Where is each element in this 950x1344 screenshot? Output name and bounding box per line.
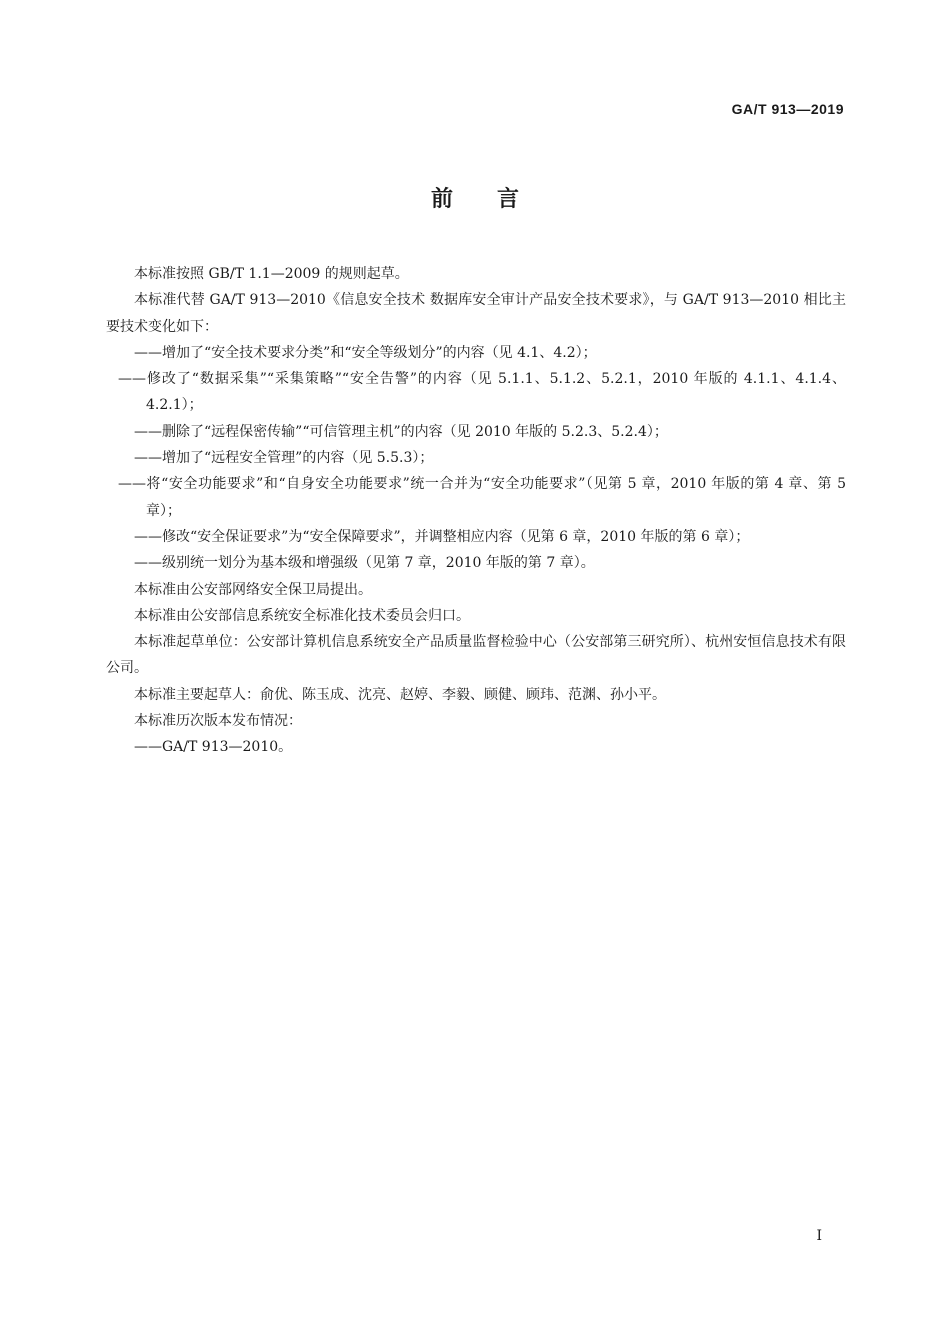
paragraph-proposer: 本标准由公安部网络安全保卫局提出。 <box>134 581 372 598</box>
paragraph-drafting-units: 本标准起草单位：公安部计算机信息系统安全产品质量监督检验中心（公安部第三研究所）、杭州安恒信息技术有限公司。 <box>106 634 846 677</box>
paragraph-centralized: 本标准由公安部信息系统安全标准化技术委员会归口。 <box>134 607 470 624</box>
change-item: ——删除了“远程保密传输”“可信管理主机”的内容（见 2010 年版的 5.2.3、5.2.4）； <box>134 423 668 440</box>
change-item: ——增加了“远程安全管理”的内容（见 5.5.3）； <box>134 450 434 467</box>
history-item: ——GA/T 913—2010。 <box>134 739 293 756</box>
paragraph-replaces: 本标准代替 GA/T 913—2010《信息安全技术 数据库安全审计产品安全技术要求》，与 GA/T 913—2010 相比主要技术变化如下： <box>106 292 846 335</box>
page-number: I <box>816 1228 822 1244</box>
paragraph-drafting-rules: 本标准按照 GB/T 1.1—2009 的规则起草。 <box>134 266 409 282</box>
paragraph-drafters: 本标准主要起草人：俞优、陈玉成、沈亮、赵婷、李毅、顾健、顾玮、范渊、孙小平。 <box>134 686 666 703</box>
paragraph-history: 本标准历次版本发布情况： <box>134 713 302 730</box>
foreword-body <box>106 261 846 761</box>
change-item: ——将“安全功能要求”和“自身安全功能要求”统一合并为“安全功能要求”（见第 5 章，2010 年版的第 4 章、第 5 章）； <box>118 476 846 519</box>
change-item: ——增加了“安全技术要求分类”和“安全等级划分”的内容（见 4.1、4.2）； <box>134 344 597 361</box>
change-item: ——修改了“数据采集”“采集策略”“安全告警”的内容（见 5.1.1、5.1.2、5.2.1，2010 年版的 4.1.1、4.1.4、4.2.1）； <box>118 371 846 414</box>
change-item: ——修改“安全保证要求”为“安全保障要求”，并调整相应内容（见第 6 章，2010 年版的第 6 章）； <box>134 528 750 545</box>
change-item: ——级别统一划分为基本级和增强级（见第 7 章，2010 年版的第 7 章）。 <box>134 555 595 572</box>
standard-code: GA/T 913—2019 <box>731 101 844 117</box>
page-title: 前言 <box>430 187 563 212</box>
